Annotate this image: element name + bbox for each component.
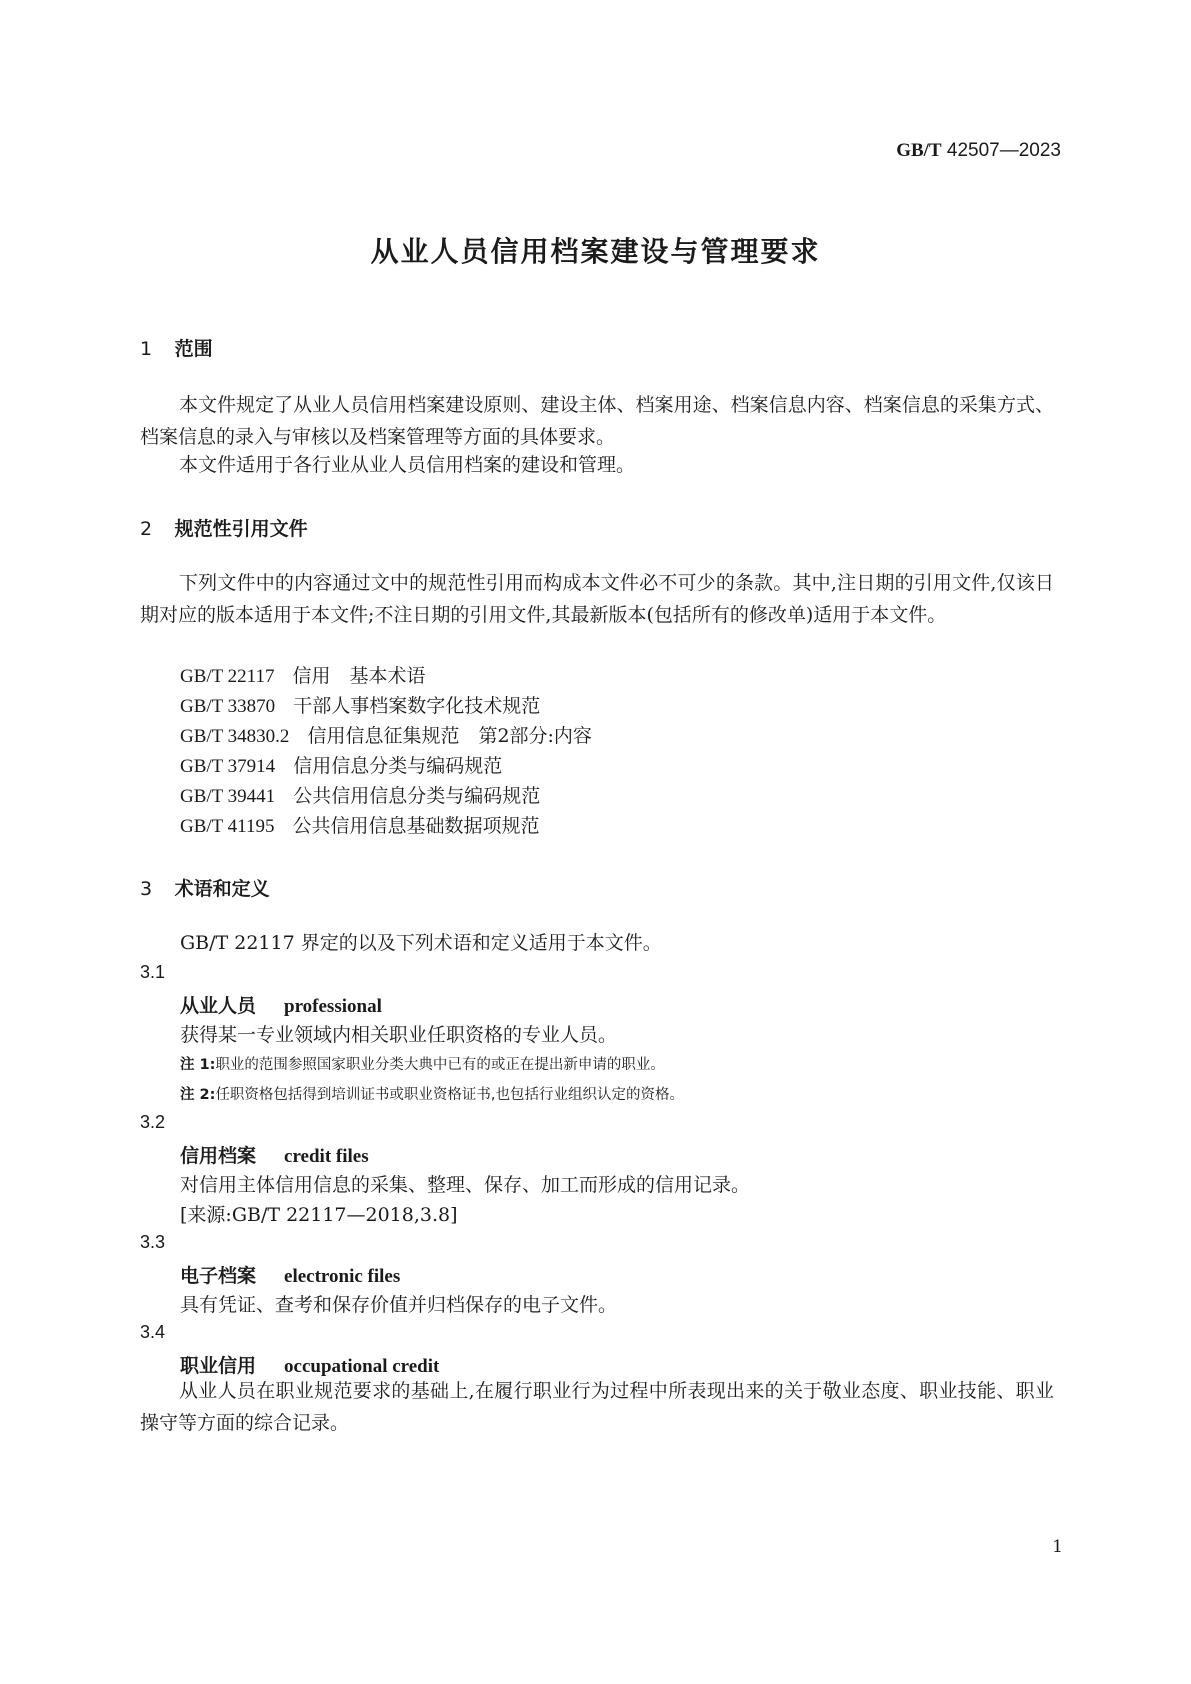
term-source: [来源:GB/T 22117—2018,3.8] [180, 1204, 458, 1226]
section-3-intro: GB/T 22117 界定的以及下列术语和定义适用于本文件。 [180, 932, 662, 954]
term-chinese: 职业信用 [180, 1355, 257, 1377]
term-heading [180, 1351, 439, 1378]
term-heading [180, 1261, 400, 1288]
section-title: 范围 [174, 338, 213, 360]
normative-reference-item [180, 721, 592, 748]
section-1-heading [140, 334, 213, 361]
reference-title: 信用信息征集规范 第2部分:内容 [307, 725, 592, 747]
section-2-paragraph-1: 下列文件中的内容通过文中的规范性引用而构成本文件必不可少的条款。其中,注日期的引用文件,仅该日期对应的版本适用于本文件;不注日期的引用文件,其最新版本(包括所有的修改单)适用于本文件。 [140, 572, 1054, 626]
term-number: 3.3 [140, 1232, 166, 1252]
term-definition: 获得某一专业领域内相关职业任职资格的专业人员。 [180, 1024, 618, 1046]
term-english: professional [284, 996, 382, 1017]
term-note [180, 1053, 665, 1074]
reference-code: GB/T 33870 [180, 696, 276, 717]
reference-code: GB/T 39441 [180, 786, 276, 807]
page-number: 1 [1052, 1537, 1063, 1557]
term-english: electronic files [284, 1266, 401, 1287]
section-3-heading [140, 874, 270, 901]
standard-prefix: GB/T [896, 140, 942, 161]
term-english: occupational credit [284, 1356, 440, 1377]
section-title: 规范性引用文件 [174, 518, 308, 540]
term-note [180, 1083, 684, 1104]
term-number: 3.4 [140, 1322, 166, 1342]
reference-title: 公共信用信息基础数据项规范 [292, 815, 540, 837]
reference-code: GB/T 22117 [180, 666, 275, 687]
standard-number: 42507—2023 [946, 140, 1061, 161]
note-text: 职业的范围参照国家职业分类大典中已有的或正在提出新申请的职业。 [215, 1057, 665, 1073]
section-number: 2 [140, 518, 153, 540]
reference-code: GB/T 41195 [180, 816, 275, 837]
term-heading [180, 991, 382, 1018]
note-label: 注 1: [180, 1057, 216, 1073]
reference-code: GB/T 37914 [180, 756, 276, 777]
reference-title: 信用 基本术语 [292, 665, 426, 687]
section-1-paragraph-2: 本文件适用于各行业从业人员信用档案的建设和管理。 [179, 454, 636, 476]
section-title: 术语和定义 [174, 878, 270, 900]
note-label: 注 2: [180, 1087, 216, 1103]
section-1-paragraph-1: 本文件规定了从业人员信用档案建设原则、建设主体、档案用途、档案信息内容、档案信息的采集方式、档案信息的录入与审核以及档案管理等方面的具体要求。 [140, 394, 1054, 448]
term-definition: 从业人员在职业规范要求的基础上,在履行职业行为过程中所表现出来的关于敬业态度、职业技能、职业操守等方面的综合记录。 [140, 1380, 1054, 1434]
term-chinese: 信用档案 [180, 1145, 257, 1167]
section-2-heading [140, 514, 308, 541]
normative-reference-item [180, 691, 540, 718]
reference-title: 公共信用信息分类与编码规范 [293, 785, 541, 807]
term-definition: 具有凭证、查考和保存价值并归档保存的电子文件。 [180, 1294, 618, 1316]
normative-reference-item [180, 781, 540, 808]
reference-title: 干部人事档案数字化技术规范 [293, 695, 541, 717]
term-definition: 对信用主体信用信息的采集、整理、保存、加工而形成的信用记录。 [180, 1174, 751, 1196]
note-text: 任职资格包括得到培训证书或职业资格证书,也包括行业组织认定的资格。 [215, 1087, 685, 1103]
term-number: 3.2 [140, 1112, 166, 1132]
section-number: 3 [140, 878, 153, 900]
term-english: credit files [284, 1146, 369, 1167]
reference-title: 信用信息分类与编码规范 [293, 755, 503, 777]
normative-reference-item [180, 751, 502, 778]
normative-reference-item [180, 661, 426, 688]
standard-code [896, 140, 1061, 162]
normative-reference-item [180, 811, 540, 838]
term-heading [180, 1141, 369, 1168]
document-title: 从业人员信用档案建设与管理要求 [370, 235, 821, 268]
term-chinese: 电子档案 [180, 1265, 257, 1287]
reference-code: GB/T 34830.2 [180, 726, 290, 747]
term-number: 3.1 [140, 962, 166, 982]
term-chinese: 从业人员 [180, 995, 257, 1017]
section-number: 1 [140, 338, 153, 360]
